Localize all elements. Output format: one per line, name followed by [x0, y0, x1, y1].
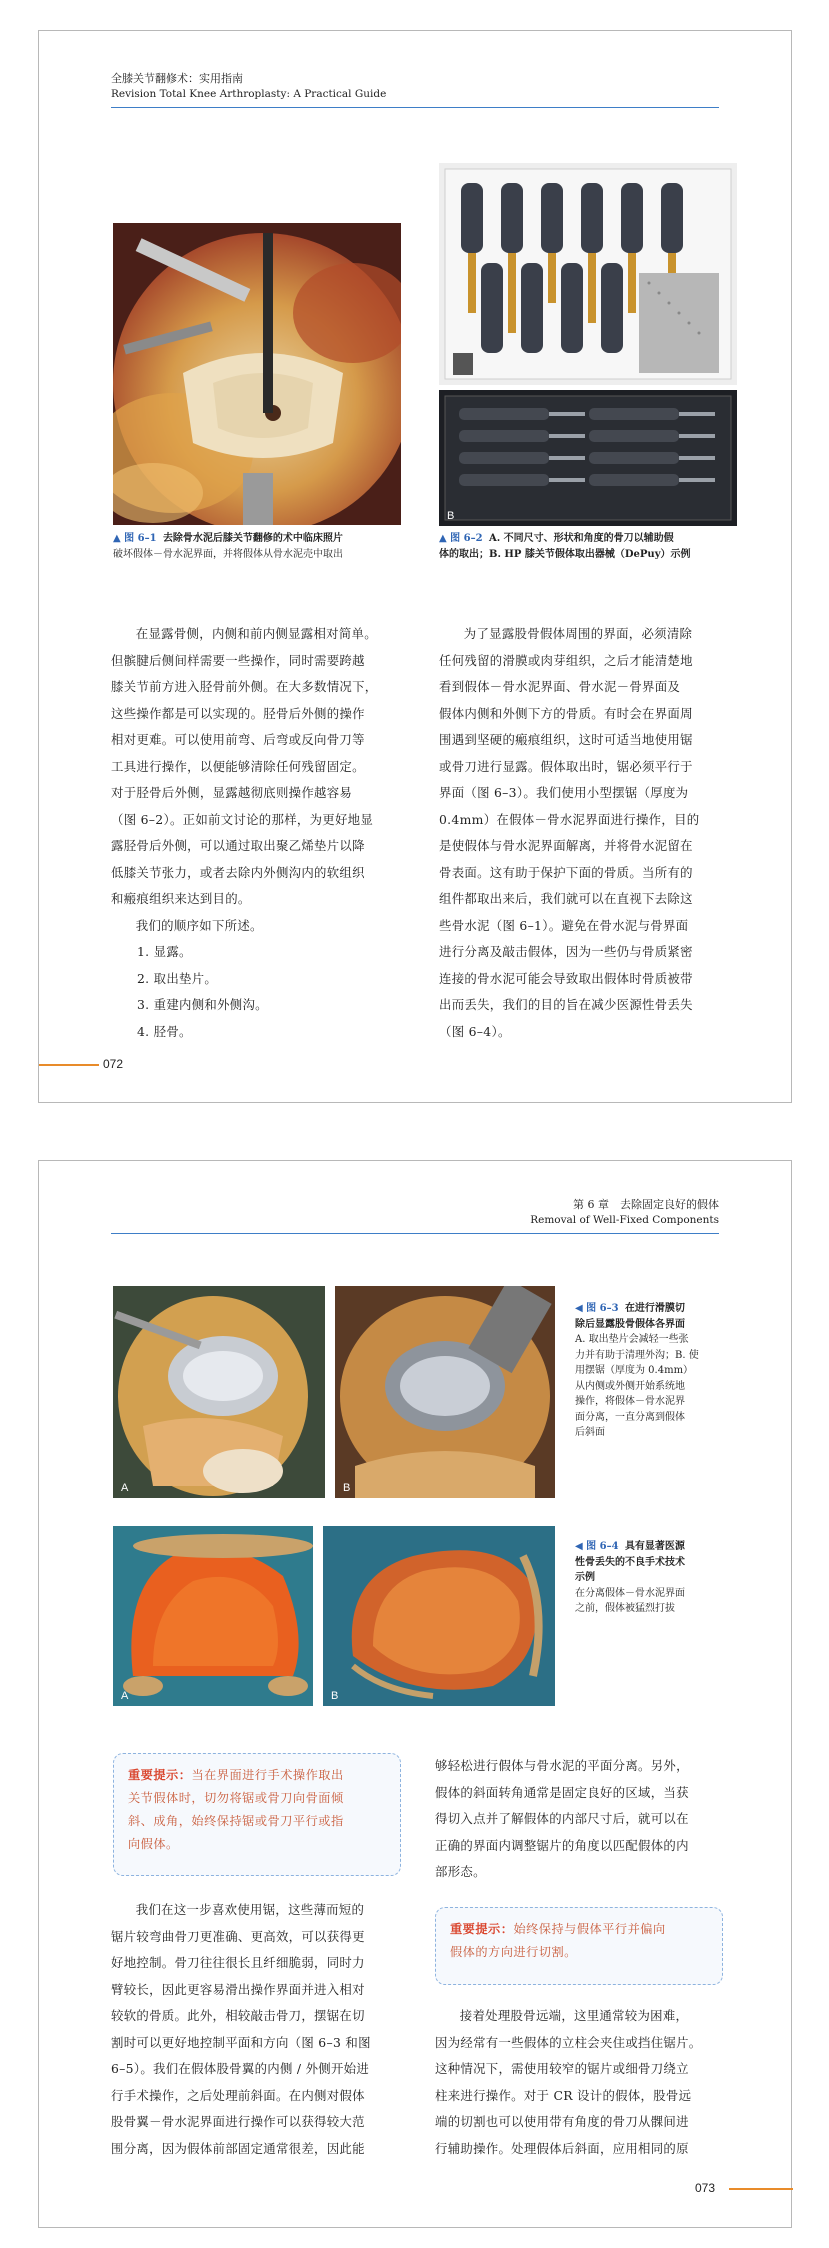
header-title-cn: 全膝关节翻修术：实用指南	[111, 72, 243, 85]
figure-6-4-title-2: 性骨丢失的不良手术技术	[575, 1556, 685, 1568]
figure-6-3-desc: 用摆锯（厚度为 0.4mm）	[575, 1365, 694, 1376]
paragraph-line: 相对更难。可以使用前弯、后弯或反向骨刀等	[111, 732, 365, 747]
header-chapter-en: Removal of Well-Fixed Components	[530, 1214, 719, 1226]
body-right-column-bottom	[435, 2003, 755, 2162]
figure-6-3-desc: A. 取出垫片会减轻一些张	[575, 1334, 689, 1345]
paragraph-line: 柱来进行操作。对于 CR 设计的假体，股骨远	[435, 2087, 692, 2103]
paragraph-line: 看到假体－骨水泥界面、骨水泥－骨界面及	[439, 679, 681, 694]
page-073	[38, 1160, 792, 2228]
paragraph-line: 行辅助操作。处理假体后斜面，应用相同的原	[435, 2140, 689, 2156]
header-title-en: Revision Total Knee Arthroplasty: A Practical Guide	[111, 88, 387, 100]
body-left-column	[111, 621, 441, 1045]
paragraph-line: 或骨刀进行显露。假体取出时，锯必须平行于	[439, 758, 693, 774]
paragraph-line: 假体内侧和外侧下方的骨质。有时会在界面周	[439, 705, 693, 721]
paragraph-line: 低膝关节张力，或者去除内外侧沟内的软组织	[111, 864, 365, 880]
figure-6-4b-photo	[323, 1526, 555, 1706]
paragraph-line: 割时可以更好地控制平面和方向（图 6–3 和图	[111, 2034, 371, 2050]
figure-6-2b-label: B	[447, 510, 455, 522]
paragraph-line: 臂较长，因此更容易滑出操作界面并进入相对	[111, 1981, 365, 1997]
paragraph-line: 接着处理股骨远端，这里通常较为困难，	[459, 2008, 689, 2023]
figure-6-2-title-1: A. 不同尺寸、形状和角度的骨刀以辅助假	[488, 533, 674, 544]
list-item: 4. 胫骨。	[137, 1023, 192, 1039]
paragraph-line: 进行分离及敲击假体，因为一些仍与骨质紧密	[439, 944, 693, 959]
paragraph-line: 行手术操作，之后处理前斜面。在内侧对假体	[111, 2087, 365, 2103]
figure-6-4-caption	[575, 1539, 720, 1617]
figure-6-2a-photo	[439, 163, 737, 385]
page-072	[38, 30, 792, 1103]
paragraph-line: 在显露骨侧，内侧和前内侧显露相对简单。	[135, 626, 377, 641]
paragraph-line: 6–5）。我们在假体股骨翼的内侧 / 外侧开始进	[111, 2061, 370, 2076]
important-note-label: 重要提示：	[128, 1768, 192, 1782]
running-header	[111, 1197, 719, 1228]
paragraph-line: 我们在这一步喜欢使用锯，这些薄而短的	[135, 1902, 365, 1917]
body-right-column-top	[435, 1753, 755, 1886]
important-note-text: 向假体。	[128, 1837, 179, 1851]
figure-6-2-title-2: 体的取出；B. HP 膝关节假体取出器械（DePuy）示例	[439, 549, 691, 560]
page-number: 072	[103, 1057, 124, 1071]
important-note-text: 假体的方向进行切割。	[450, 1945, 577, 1959]
figure-6-1-number: ▲ 图 6–1	[113, 533, 157, 544]
paragraph-line: 部形态。	[435, 1864, 486, 1879]
paragraph-line: 股骨翼－骨水泥界面进行操作可以获得较大范	[111, 2114, 365, 2129]
paragraph-line: 连接的骨水泥可能会导致取出假体时骨质被带	[439, 970, 693, 986]
page-number: 073	[695, 2181, 716, 2195]
figure-6-1-title: 去除骨水泥后膝关节翻修的术中临床照片	[162, 533, 343, 544]
figure-6-1-photo	[113, 223, 401, 525]
figure-6-4-desc: 之前，假体被猛烈打拔	[575, 1603, 675, 1614]
header-rule	[111, 107, 719, 108]
paragraph-line: 这些操作都是可以实现的。胫骨后外侧的操作	[111, 705, 365, 721]
important-note-box	[435, 1907, 723, 1985]
important-note-box	[113, 1753, 401, 1876]
figure-6-4-title-1: 具有显著医源	[624, 1541, 685, 1552]
paragraph-line: 锯片较弯曲骨刀更准确、更高效，可以获得更	[111, 1928, 365, 1944]
paragraph-line: 出而丢失，我们的目的旨在减少医源性骨丢失	[439, 997, 693, 1012]
paragraph-line: 但髌腱后侧间样需要一些操作，同时需要跨越	[111, 652, 365, 668]
figure-6-3-desc: 从内侧或外侧开始系统地	[575, 1380, 685, 1392]
paragraph-line: 够轻松进行假体与骨水泥的平面分离。另外，	[435, 1758, 689, 1773]
figure-6-3b-label: B	[343, 1482, 351, 1494]
list-item: 3. 重建内侧和外侧沟。	[137, 997, 268, 1012]
paragraph-line: 任何残留的滑膜或肉芽组织，之后才能清楚地	[439, 652, 693, 668]
running-header	[111, 71, 719, 102]
paragraph-line: 膝关节前方进入胫骨前外侧。在大多数情况下，	[111, 679, 378, 694]
figure-6-3-desc: 后斜面	[575, 1427, 605, 1438]
paragraph-line: （图 6–4）。	[439, 1023, 511, 1039]
order-intro: 我们的顺序如下所述。	[135, 917, 263, 933]
paragraph-line: 围分离，因为假体前部固定通常很差，因此能	[111, 2140, 365, 2156]
paragraph-line: 工具进行操作，以便能够清除任何残留固定。	[111, 758, 365, 774]
paragraph-line: 骨表面。这有助于保护下面的骨质。当所有的	[439, 864, 693, 880]
figure-6-3-title-1: 在进行滑膜切	[624, 1303, 685, 1314]
figure-6-3-desc: 操作，将假体－骨水泥界	[575, 1396, 685, 1407]
list-item: 1. 显露。	[137, 944, 192, 959]
paragraph-line: 因为经常有一些假体的立柱会夹住或挡住锯片。	[435, 2034, 702, 2050]
body-left-column	[111, 1897, 441, 2162]
figure-6-4a-label: A	[121, 1690, 129, 1702]
paragraph-line: 是使假体与骨水泥界面解离，并将骨水泥留在	[439, 838, 693, 853]
paragraph-line: 为了显露股骨假体周围的界面，必须清除	[463, 626, 693, 641]
figure-6-3b-photo	[335, 1286, 555, 1498]
paragraph-line: 0.4mm）在假体－骨水泥界面进行操作，目的	[439, 811, 700, 827]
body-right-column	[439, 621, 759, 1045]
header-rule	[111, 1233, 719, 1234]
figure-6-2-caption	[439, 531, 749, 563]
header-chapter-cn: 第 6 章 去除固定良好的假体	[573, 1198, 719, 1211]
figure-6-2-number: ▲ 图 6–2	[439, 533, 483, 544]
figure-6-3-title-2: 除后显露股骨假体各界面	[575, 1318, 685, 1330]
figure-6-4b-label: B	[331, 1690, 339, 1702]
figure-6-3a-label: A	[121, 1482, 129, 1494]
paragraph-line: 得切入点并了解假体的内部尺寸后，就可以在	[435, 1811, 689, 1826]
paragraph-line: 好地控制。骨刀往往很长且纤细脆弱，同时力	[111, 1955, 365, 1970]
figure-6-4-desc: 在分离假体－骨水泥界面	[575, 1587, 685, 1599]
page-number-rule	[729, 2188, 793, 2190]
page-number-rule	[39, 1064, 99, 1066]
paragraph-line: 较软的骨质。此外，相较敲击骨刀，摆锯在切	[111, 2008, 365, 2023]
paragraph-line: 正确的界面内调整锯片的角度以匹配假体的内	[435, 1837, 689, 1853]
paragraph-line: 和瘢痕组织来达到目的。	[111, 891, 251, 906]
figure-6-4-title-3: 示例	[575, 1572, 595, 1583]
figure-6-3-caption	[575, 1301, 720, 1441]
paragraph-line: 对于胫骨后外侧，显露越彻底则操作越容易	[111, 785, 353, 800]
figure-6-2b-photo	[439, 390, 737, 526]
important-note-text: 斜、成角，始终保持锯或骨刀平行或指	[128, 1814, 344, 1828]
list-item: 2. 取出垫片。	[137, 970, 218, 986]
paragraph-line: 露胫骨后外侧，可以通过取出聚乙烯垫片以降	[111, 838, 365, 853]
paragraph-line: 假体的斜面转角通常是固定良好的区域，当获	[435, 1784, 689, 1800]
paragraph-line: 这种情况下，需使用较窄的锯片或细骨刀绕立	[435, 2061, 689, 2076]
figure-6-1-caption	[113, 531, 413, 563]
figure-6-3-number: ◀ 图 6–3	[575, 1303, 619, 1314]
figure-6-1-desc: 破坏假体－骨水泥界面，并将假体从骨水泥売中取出	[113, 549, 343, 560]
important-note-text: 始终保持与假体平行并偏向	[513, 1922, 666, 1936]
figure-6-4-number: ◀ 图 6–4	[575, 1541, 619, 1552]
important-note-text: 关节假体时，切勿将锯或骨刀向骨面倾	[128, 1791, 344, 1805]
paragraph-line: 端的切割也可以使用带有角度的骨刀从髁间进	[435, 2114, 689, 2129]
figure-6-3a-photo	[113, 1286, 325, 1498]
paragraph-line: 些骨水泥（图 6–1）。避免在骨水泥与骨界面	[439, 917, 689, 933]
important-note-text: 当在界面进行手术操作取出	[191, 1768, 344, 1782]
figure-6-3-desc: 面分离，一直分离到假体	[575, 1411, 685, 1423]
paragraph-line: 组件都取出来后，我们就可以在直视下去除这	[439, 891, 693, 906]
paragraph-line: （图 6–2）。正如前文讨论的那样，为更好地显	[111, 811, 374, 827]
paragraph-line: 界面（图 6–3）。我们使用小型摆锯（厚度为	[439, 785, 689, 800]
figure-6-3-desc: 力并有助于清理外沟；B. 使	[575, 1349, 699, 1361]
figure-6-4a-photo	[113, 1526, 313, 1706]
paragraph-line: 围遇到坚硬的瘢痕组织，这时可适当地使用锯	[439, 732, 693, 747]
important-note-label: 重要提示：	[450, 1922, 514, 1936]
